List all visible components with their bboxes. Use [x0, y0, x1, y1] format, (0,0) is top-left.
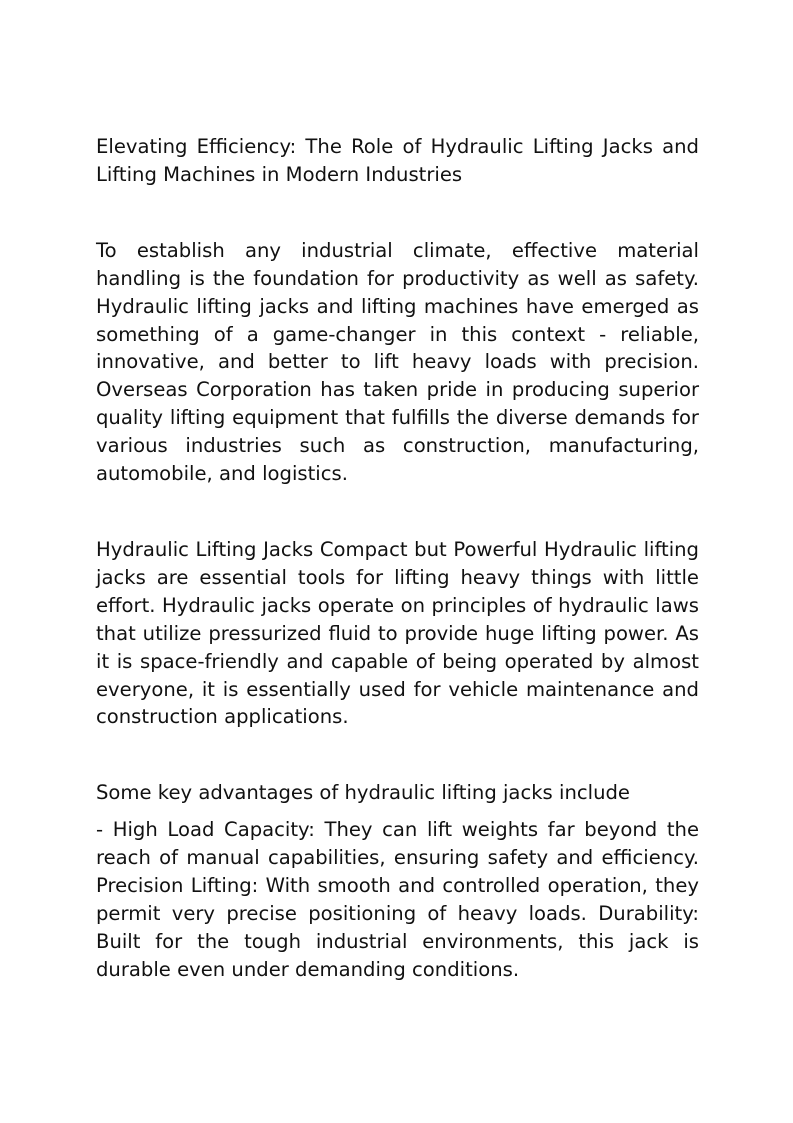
document-page: [96, 133, 699, 984]
document-title: Elevating Efficiency: The Role of Hydraulic Lifting Jacks and Lifting Machines in Modern Industries: [96, 135, 699, 186]
hydraulic-jacks-paragraph: Hydraulic Lifting Jacks Compact but Powerful Hydraulic lifting jacks are essential tools for lifting heavy things with little effort. Hydraulic jacks operate on principles of hydraulic laws that utilize pressurized fluid to provide huge lifting power. As it is space-friendly and capable of being operated by almost everyone, it is essentially used for vehicle maintenance and construction applications.: [96, 537, 699, 729]
advantages-heading: Some key advantages of hydraulic lifting jacks include: [96, 781, 630, 805]
advantages-paragraph: - High Load Capacity: They can lift weights far beyond the reach of manual capabilities, ensuring safety and efficiency. Precision Lifting: With smooth and controlled operation, they permit very precise positioning of heavy loads. Durability: Built for the tough industrial environments, this jack is durable even under demanding conditions.: [96, 818, 699, 981]
intro-paragraph: To establish any industrial climate, effective material handling is the foundation for productivity as well as safety. Hydraulic lifting jacks and lifting machines have emerged as something of a game-changer in this context - reliable, innovative, and better to lift heavy loads with precision. Overseas Corporation has taken pride in producing superior quality lifting equipment that fulfills the diverse demands for various industries such as construction, manufacturing, automobile, and logistics.: [96, 238, 699, 486]
